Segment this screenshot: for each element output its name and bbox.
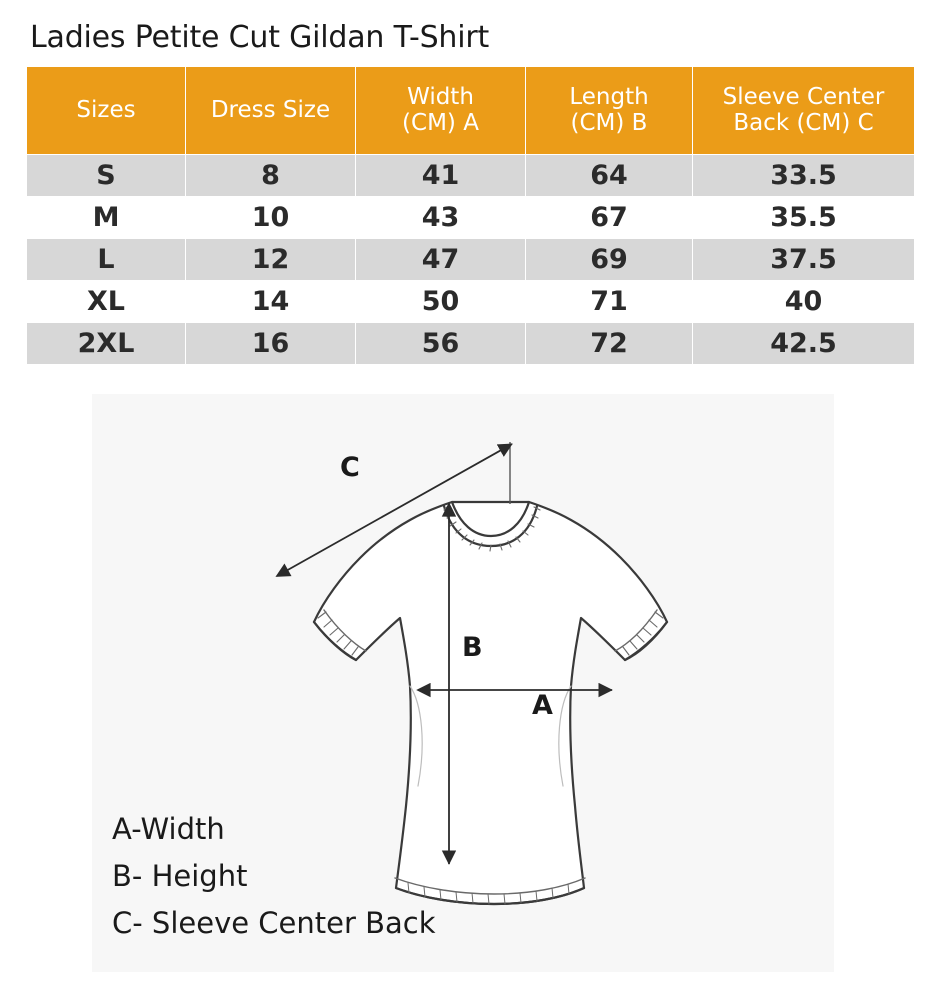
column-header-sleeve	[693, 67, 915, 155]
cell-dress-size: 8	[186, 155, 356, 197]
cell-width: 47	[356, 239, 526, 281]
label-a: A	[532, 690, 553, 721]
cell-length: 71	[526, 281, 693, 323]
cell-size: L	[27, 239, 186, 281]
column-header-width-line2: (CM) A	[402, 110, 479, 136]
cell-sleeve: 42.5	[693, 323, 915, 365]
legend-item-c: C- Sleeve Center Back	[112, 905, 436, 940]
cell-sleeve: 33.5	[693, 155, 915, 197]
column-header-sizes-line1: Sizes	[76, 96, 136, 123]
legend-item-a: A-Width	[112, 812, 225, 846]
label-c: C	[340, 452, 360, 483]
column-header-width	[356, 67, 526, 155]
cell-size: XL	[27, 281, 186, 323]
size-table	[26, 66, 915, 365]
table-row	[27, 323, 915, 365]
column-header-length-line2: (CM) B	[570, 110, 648, 136]
cell-dress-size: 10	[186, 197, 356, 239]
cell-width: 41	[356, 155, 526, 197]
table-row	[27, 239, 915, 281]
column-header-width-line1: Width	[407, 83, 474, 110]
cell-sleeve: 35.5	[693, 197, 915, 239]
table-body	[27, 155, 915, 365]
cell-length: 67	[526, 197, 693, 239]
page-title: Ladies Petite Cut Gildan T-Shirt	[30, 20, 490, 55]
column-header-dress-size	[186, 67, 356, 155]
cell-width: 56	[356, 323, 526, 365]
cell-size: S	[27, 155, 186, 197]
cell-width: 50	[356, 281, 526, 323]
column-header-sleeve-line2: Back (CM) C	[733, 110, 874, 136]
table-header	[27, 67, 915, 155]
table-header-row	[27, 67, 915, 155]
table-row	[27, 155, 915, 197]
cell-length: 72	[526, 323, 693, 365]
column-header-sizes	[27, 67, 186, 155]
legend-item-b: B- Height	[112, 858, 248, 893]
cell-sleeve: 40	[693, 281, 915, 323]
column-header-dress-size-line1: Dress Size	[210, 96, 331, 123]
cell-size: M	[27, 197, 186, 239]
table-row	[27, 197, 915, 239]
column-header-length	[526, 67, 693, 155]
cell-dress-size: 14	[186, 281, 356, 323]
cell-dress-size: 16	[186, 323, 356, 365]
column-header-length-line1: Length	[569, 83, 649, 110]
table-row	[27, 281, 915, 323]
cell-length: 64	[526, 155, 693, 197]
cell-sleeve: 37.5	[693, 239, 915, 281]
label-b: B	[462, 632, 483, 663]
cell-dress-size: 12	[186, 239, 356, 281]
column-header-sleeve-line1: Sleeve Center	[722, 83, 885, 110]
cell-size: 2XL	[27, 323, 186, 365]
cell-width: 43	[356, 197, 526, 239]
diagram-legend	[112, 806, 436, 947]
cell-length: 69	[526, 239, 693, 281]
